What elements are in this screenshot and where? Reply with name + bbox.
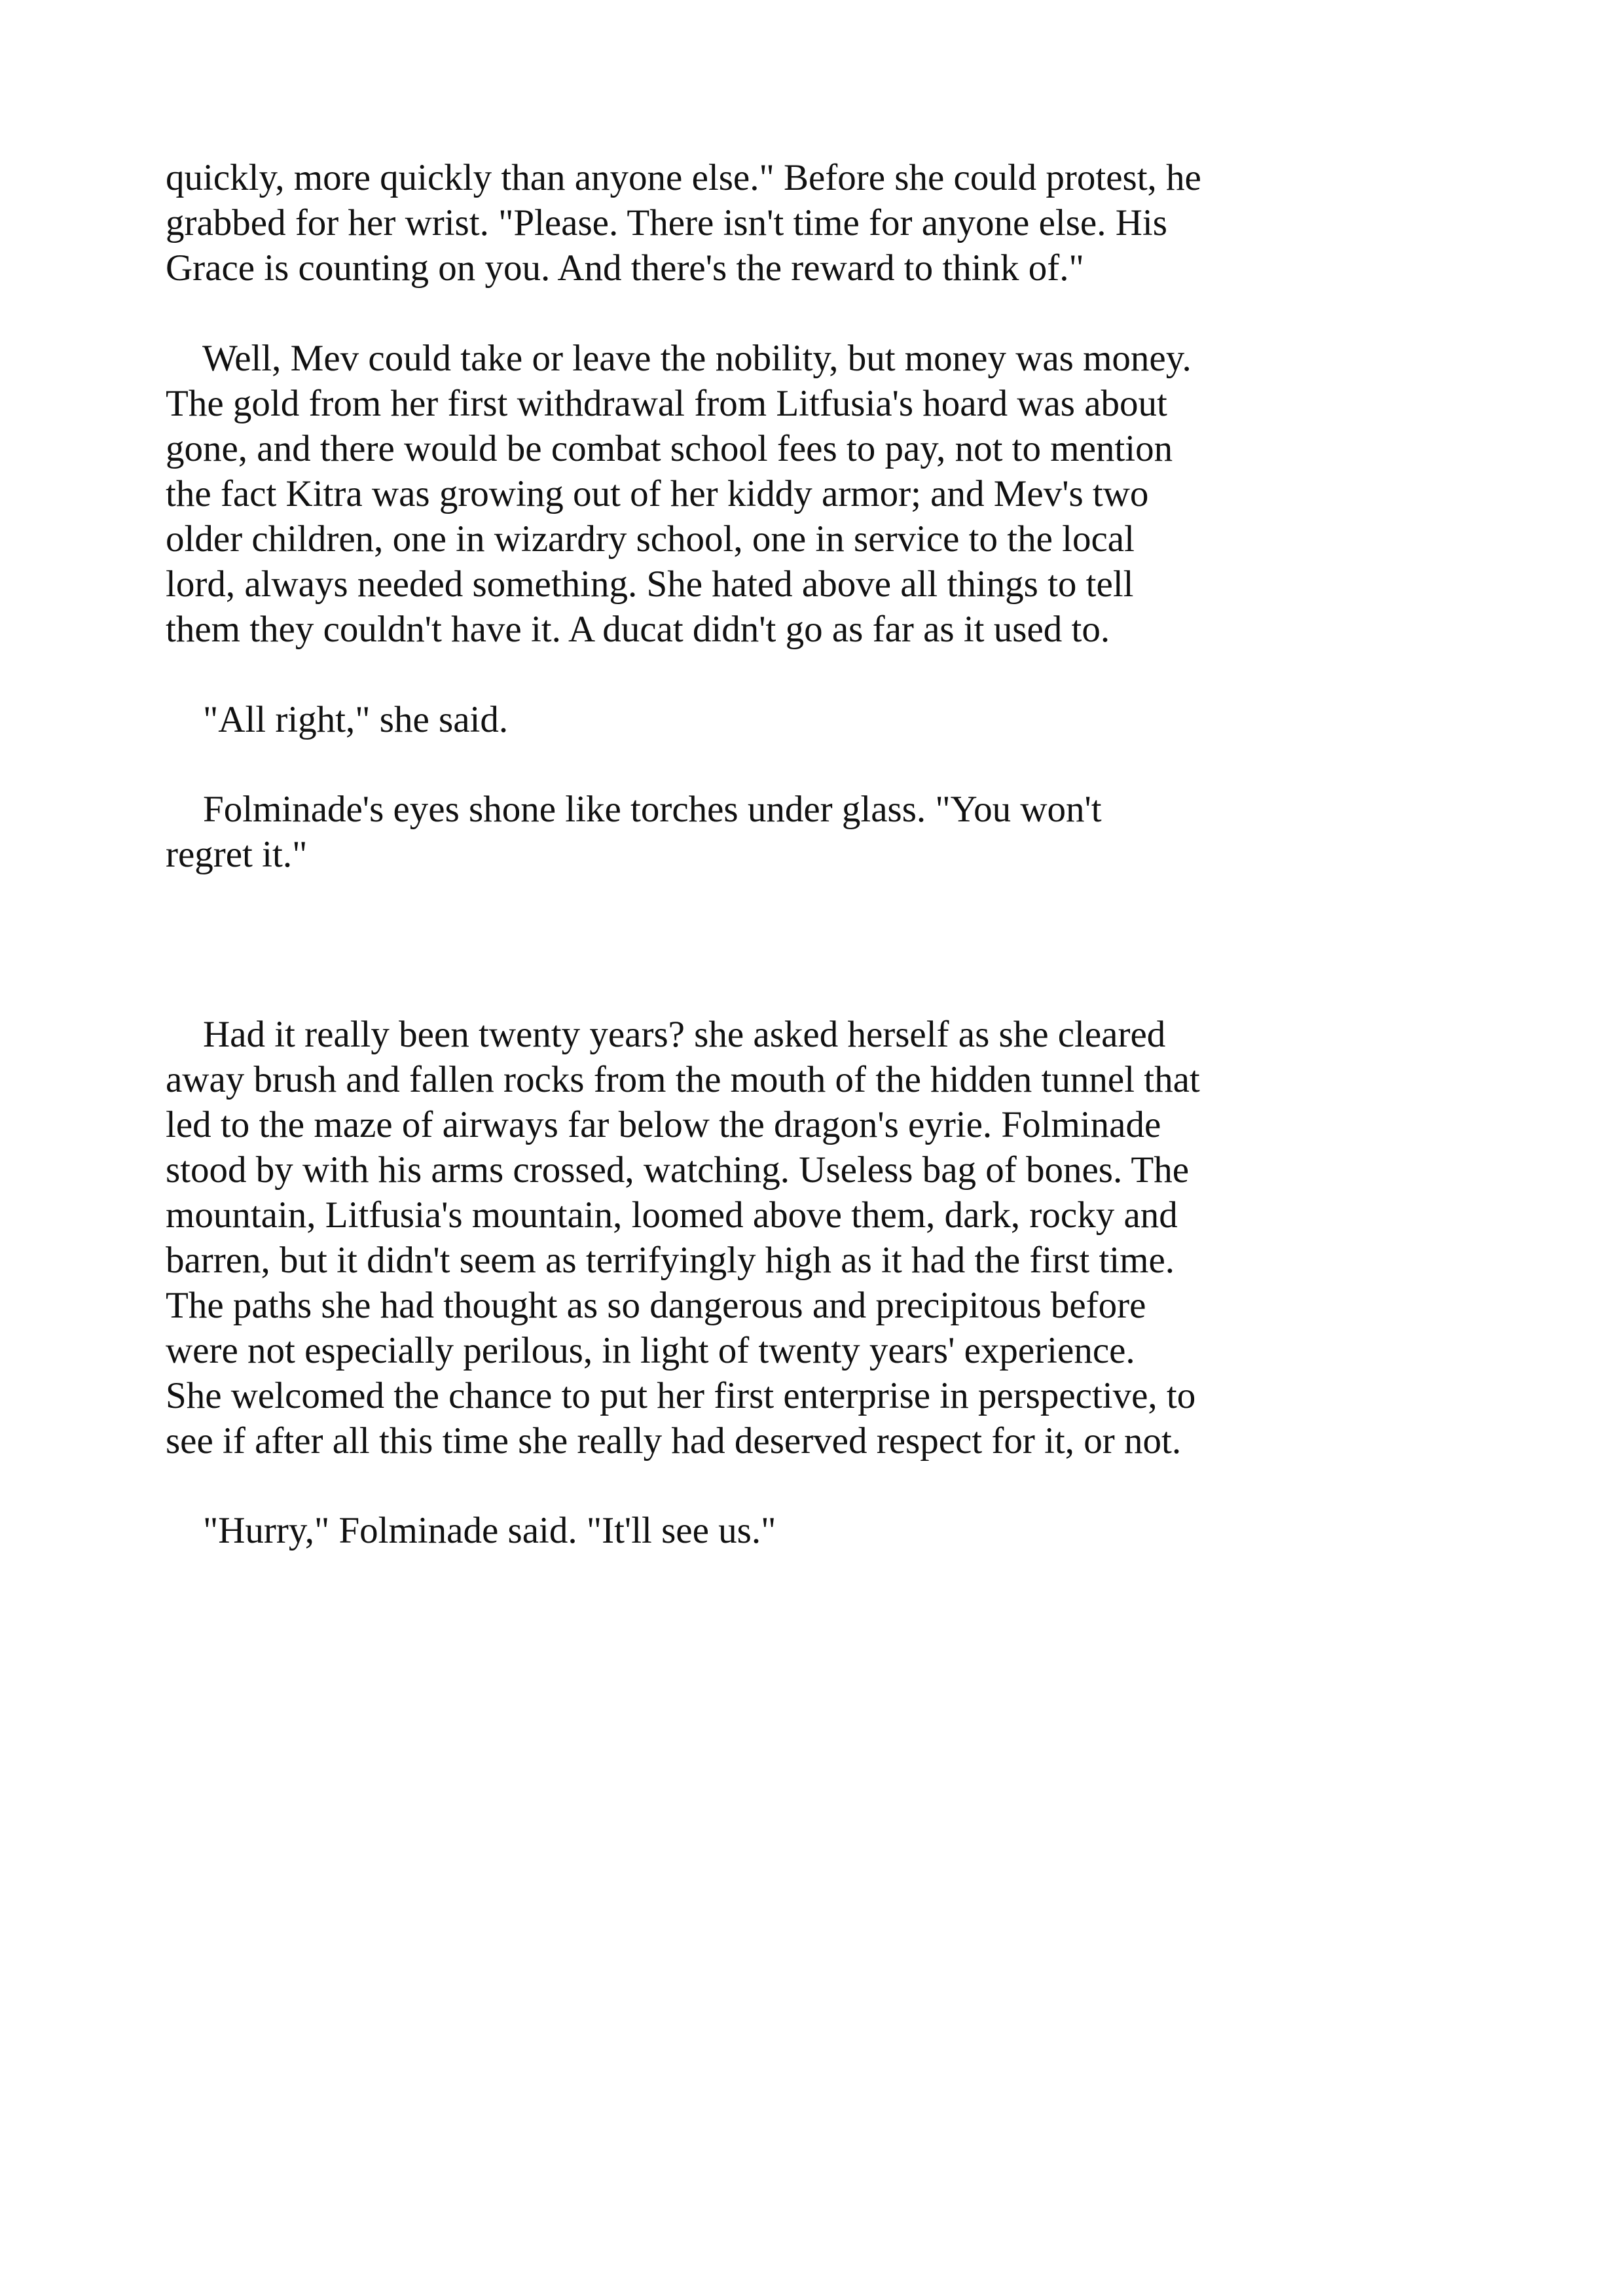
text-line: the fact Kitra was growing out of her kiddy armor; and Mev's two xyxy=(166,473,1149,514)
text-line: mountain, Litfusia's mountain, loomed above them, dark, rocky and xyxy=(166,1194,1178,1236)
text-line: them they couldn't have it. A ducat didn't go as far as it used to. xyxy=(166,609,1110,650)
text-line: "Hurry," Folminade said. "It'll see us." xyxy=(166,1510,776,1551)
text-line: The paths she had thought as so dangerous and precipitous before xyxy=(166,1285,1146,1326)
paragraph-1 xyxy=(166,155,1318,291)
text-line: older children, one in wizardry school, one in service to the local xyxy=(166,518,1135,560)
text-line: "All right," she said. xyxy=(166,699,509,740)
text-line: lord, always needed something. She hated above all things to tell xyxy=(166,564,1134,605)
paragraph-5 xyxy=(166,1012,1318,1463)
text-line: Had it really been twenty years? she asked herself as she cleared xyxy=(166,1014,1166,1055)
text-line: were not especially perilous, in light of twenty years' experience. xyxy=(166,1330,1135,1371)
paragraph-6 xyxy=(166,1508,1318,1553)
text-line: barren, but it didn't seem as terrifyingly high as it had the first time. xyxy=(166,1240,1175,1281)
text-line: led to the maze of airways far below the dragon's eyrie. Folminade xyxy=(166,1104,1161,1145)
text-line: stood by with his arms crossed, watching. Useless bag of bones. The xyxy=(166,1149,1190,1191)
text-line: Grace is counting on you. And there's the reward to think of." xyxy=(166,247,1084,289)
paragraph-2 xyxy=(166,336,1318,652)
text-line: away brush and fallen rocks from the mouth of the hidden tunnel that xyxy=(166,1059,1200,1100)
text-line: gone, and there would be combat school fees to pay, not to mention xyxy=(166,428,1173,469)
text-line: Well, Mev could take or leave the nobility, but money was money. xyxy=(166,338,1192,379)
text-line: grabbed for her wrist. "Please. There isn't time for anyone else. His xyxy=(166,202,1167,243)
text-line: see if after all this time she really had deserved respect for it, or not. xyxy=(166,1420,1182,1462)
text-line: quickly, more quickly than anyone else." Before she could protest, he xyxy=(166,157,1201,198)
text-line: The gold from her first withdrawal from Litfusia's hoard was about xyxy=(166,383,1167,424)
text-line: regret it." xyxy=(166,834,308,875)
paragraph-3 xyxy=(166,697,1318,742)
text-line: She welcomed the chance to put her first enterprise in perspective, to xyxy=(166,1375,1196,1416)
paragraph-4 xyxy=(166,787,1318,877)
text-line: Folminade's eyes shone like torches under glass. "You won't xyxy=(166,789,1102,830)
